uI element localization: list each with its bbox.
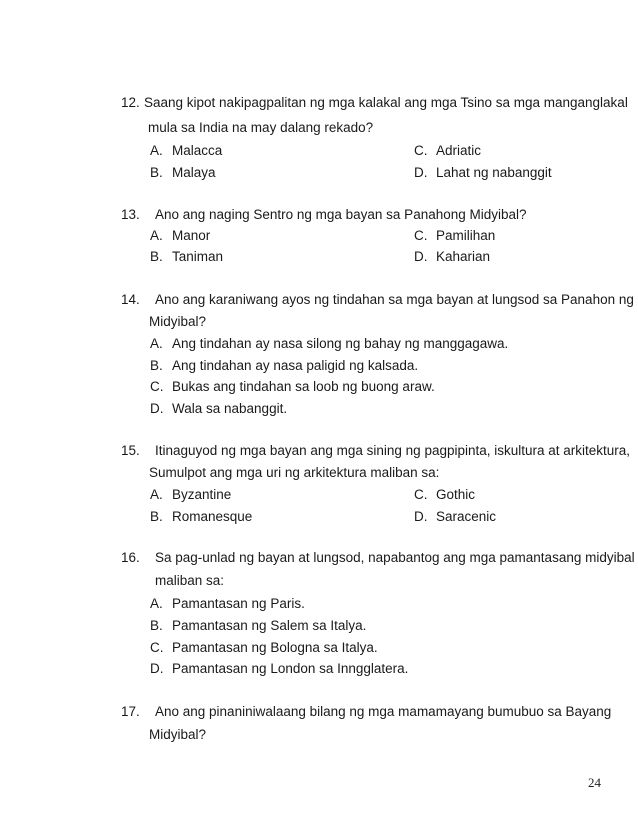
question-text: Ano ang pinaniniwalaang bilang ng mga mamamayang bumubuo sa Bayang [155, 704, 612, 719]
question-number: 17. [121, 704, 140, 719]
question-number: 15. [121, 443, 140, 458]
choice-a: A. Manor [150, 228, 211, 243]
choice-d: D. Saracenic [414, 509, 497, 524]
choice-d: D. Lahat ng nabanggit [414, 165, 552, 180]
question-number: 12. [121, 95, 140, 110]
choice-b: B. Pamantasan ng Salem sa Italya. [150, 618, 367, 633]
choice-d: D. Wala sa nabanggit. [150, 401, 288, 416]
choice-b: B. Ang tindahan ay nasa paligid ng kalsada. [150, 358, 419, 373]
choice-b: B. Malaya [150, 165, 216, 180]
choice-c: C. Adriatic [414, 143, 482, 158]
choice-c: C. Pamilihan [414, 228, 496, 243]
question-text: Itinaguyod ng mga bayan ang mga sining ng pagpipinta, iskultura at arkitektura, [155, 443, 631, 458]
question-number: 16. [121, 550, 140, 565]
choice-a: A. Malacca [150, 143, 223, 158]
choice-c: C. Pamantasan ng Bologna sa Italya. [150, 640, 378, 655]
choice-d: D. Pamantasan ng London sa Inngglatera. [150, 661, 409, 676]
choice-c: C. Bukas ang tindahan sa loob ng buong araw. [150, 379, 435, 394]
choice-a: A. Ang tindahan ay nasa silong ng bahay ng manggagawa. [150, 336, 509, 351]
question-text: Saang kipot nakipagpalitan ng mga kalakal ang mga Tsino sa mga manganglakal [144, 95, 628, 110]
question-text: maliban sa: [155, 573, 225, 588]
question-number: 13. [121, 207, 140, 222]
question-text: Ano ang naging Sentro ng mga bayan sa Panahong Midyibal? [155, 207, 527, 222]
choice-d: D. Kaharian [414, 249, 491, 264]
question-number: 14. [121, 292, 140, 307]
question-text: Midyibal? [149, 314, 207, 329]
question-text: mula sa India na may dalang rekado? [148, 120, 374, 135]
choice-c: C. Gothic [414, 487, 476, 502]
page-number: 24 [588, 775, 601, 790]
choice-a: A. Pamantasan ng Paris. [150, 596, 305, 611]
choice-b: B. Romanesque [150, 509, 253, 524]
choice-a: A. Byzantine [150, 487, 232, 502]
question-text: Sa pag-unlad ng bayan at lungsod, napabantog ang mga pamantasang midyibal [155, 550, 635, 565]
question-text: Sumulpot ang mga uri ng arkitektura maliban sa: [149, 465, 440, 480]
question-text: Midyibal? [149, 727, 207, 742]
choice-b: B. Taniman [150, 249, 224, 264]
question-text: Ano ang karaniwang ayos ng tindahan sa mga bayan at lungsod sa Panahon ng [155, 292, 634, 307]
